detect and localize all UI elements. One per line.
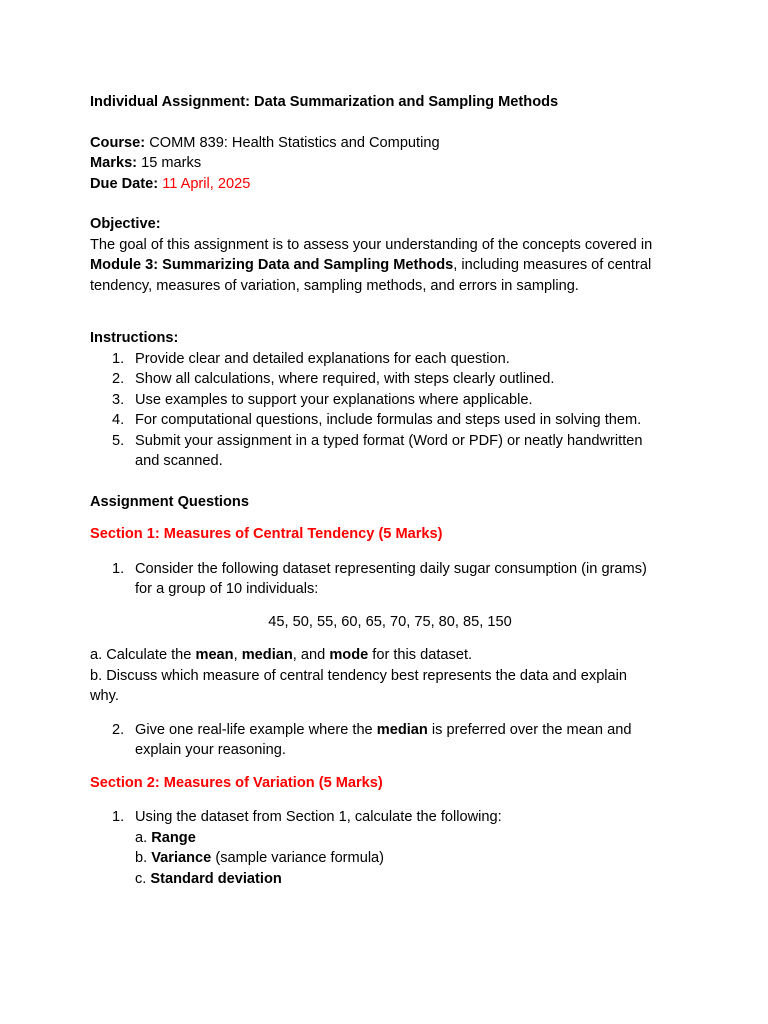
section1-heading: Section 1: Measures of Central Tendency (5 Marks) [90,526,443,542]
section1-question2 [90,720,690,761]
objective-label: Objective: [90,216,161,232]
course-line: Course: COMM 839: Health Statistics and Computing [90,134,440,151]
section2-question1 [90,807,690,828]
section2-subitem-b: b. Variance (sample variance formula) [135,850,385,866]
section1-question1 [90,559,690,600]
marks-line: Marks: 15 marks [90,155,202,171]
list-item: 5. Submit your assignment in a typed format (Word or PDF) or neatly handwritten and scanned. [112,432,643,469]
section1-part-b: b. Discuss which measure of central tendency best represents the data and explain why. [90,667,628,704]
instructions-label: Instructions: [90,330,179,346]
objective-text: The goal of this assignment is to assess your understanding of the concepts covered in Module 3: Summarizing Data and Sampling Methods, including measures of central tendency, measures of variation, sampling methods, and errors in sampling. [90,236,653,294]
list-item: 1. Using the dataset from Section 1, calculate the following: [112,809,502,825]
document-content [90,92,690,889]
list-item: 1. Provide clear and detailed explanations for each question. [112,350,510,367]
list-item: 2. Give one real-life example where the median is preferred over the mean and explain your reasoning. [112,721,632,758]
section2-heading: Section 2: Measures of Variation (5 Marks) [90,774,383,791]
section2-subitem-c: c. Standard deviation [135,870,282,887]
document-title: Individual Assignment: Data Summarization and Sampling Methods [90,94,559,110]
assignment-questions-heading: Assignment Questions [90,493,249,510]
list-item: 2. Show all calculations, where required, with steps clearly outlined. [112,371,555,387]
list-item: 3. Use examples to support your explanations where applicable. [112,391,533,408]
list-item: 1. Consider the following dataset representing daily sugar consumption (in grams) for a group of 10 individuals: [112,560,647,597]
list-item: 4. For computational questions, include formulas and steps used in solving them. [112,412,642,428]
section1-part-a: a. Calculate the mean, median, and mode for this dataset. [90,647,473,663]
instructions-list [90,349,690,472]
dataset-values: 45, 50, 55, 60, 65, 70, 75, 80, 85, 150 [268,613,512,630]
section2-subitem-a: a. Range [135,829,196,846]
due-date-line: Due Date: 11 April, 2025 [90,175,251,192]
due-date-value: 11 April, 2025 [162,175,251,192]
